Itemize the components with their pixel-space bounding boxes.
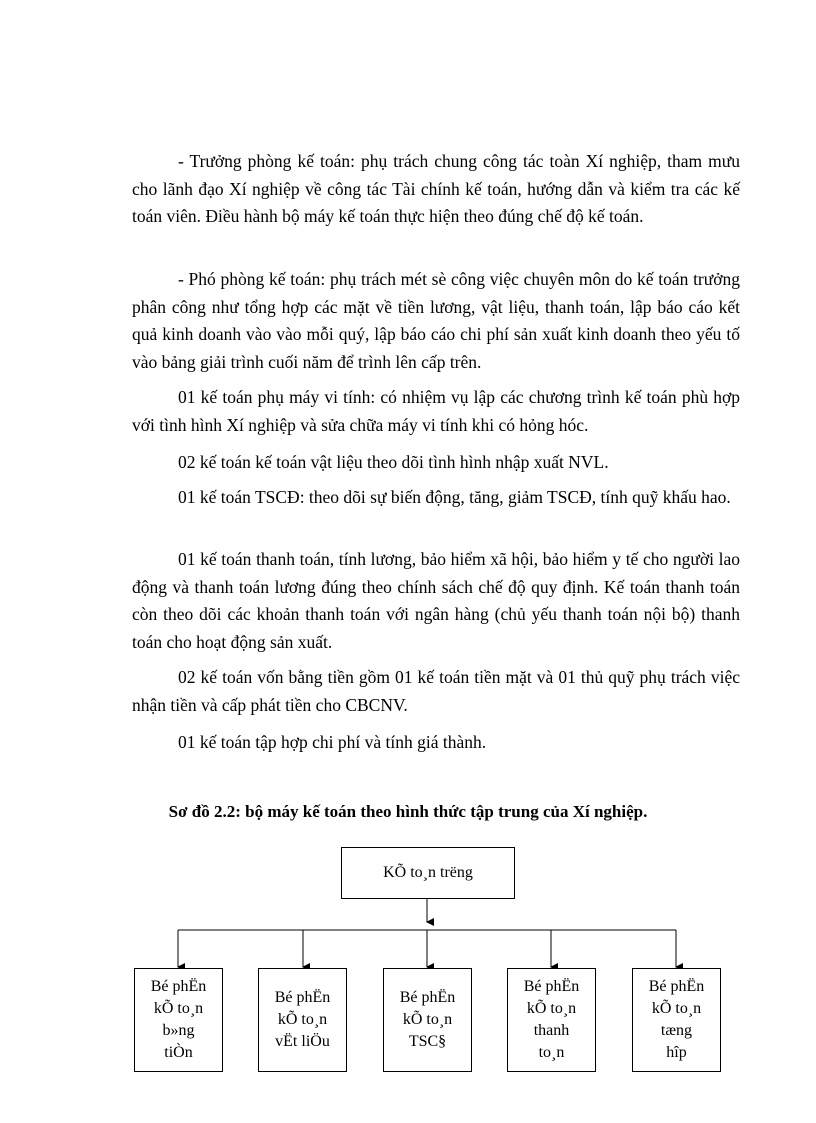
paragraph-text: 02 kế toán kế toán vật liệu theo dõi tình hình nhập xuất NVL. [178,452,609,472]
paragraph-text: 01 kế toán TSCĐ: theo dõi sự biến động, tăng, giảm TSCĐ, tính quỹ khấu hao. [178,487,731,507]
box-label: Bé phËn kÕ to¸n TSC§ [399,989,456,1050]
box-label: Bé phËn kÕ to¸n vËt liÖu [274,989,331,1050]
box-label: Bé phËn kÕ to¸n b»ng tiÒn [150,978,207,1061]
box-bo-phan-tong-hop [632,968,721,1072]
paragraph-text: 01 kế toán phụ máy vi tính: có nhiệm vụ lập các chương trình kế toán phù hợp với tình hình Xí nghiệp và sửa chữa máy vi tính khi có hỏng hóc. [132,387,740,435]
box-bo-phan-thanh-toan [507,968,596,1072]
paragraph-text: 01 kế toán tập hợp chi phí và tính giá thành. [178,732,487,752]
box-label: Bé phËn kÕ to¸n tæng hîp [648,978,705,1061]
paragraph-text: - Trưởng phòng kế toán: phụ trách chung công tác toàn Xí nghiệp, tham mưu cho lãnh đạo Xí nghiệp về công tác Tài chính kế toán, hướng dẫn và kiểm tra các kế toán viên. Điều hành bộ máy kế toán thực hiện theo đúng chế độ kế toán. [132,151,740,226]
box-ke-toan-truong [341,847,515,899]
paragraph-text: 01 kế toán thanh toán, tính lương, bảo hiểm xã hội, bảo hiểm y tế cho người lao động và thanh toán lương đúng theo chính sách chế độ quy định. Kế toán thanh toán còn theo dõi các khoản thanh toán với ngân hàng (chủ yếu thanh toán nội bộ) thanh toán cho hoạt động sản xuất. [132,549,740,652]
box-label: KÕ to¸n trëng [383,864,473,881]
diagram-title: Sơ đồ 2.2: bộ máy kế toán theo hình thức tập trung của Xí nghiệp. [168,802,648,821]
box-bo-phan-vat-lieu [258,968,347,1072]
paragraph-text: 02 kế toán vốn bằng tiền gồm 01 kế toán tiền mặt và 01 thủ quỹ phụ trách việc nhận tiền và cấp phát tiền cho CBCNV. [132,667,740,715]
paragraph-text: - Phó phòng kế toán: phụ trách mét sè công việc chuyên môn do kế toán trưởng phân công như tổng hợp các mặt về tiền lương, vật liệu, thanh toán, lập báo cáo kết quả kinh doanh vào vào mỗi quý, lập báo cáo chi phí sản xuất kinh doanh theo yếu tố vào bảng giải trình cuối năm để trình lên cấp trên. [132,269,740,372]
box-label: Bé phËn kÕ to¸n thanh to¸n [523,978,580,1061]
box-bo-phan-tscd [383,968,472,1072]
box-bo-phan-bang-tien [134,968,223,1072]
